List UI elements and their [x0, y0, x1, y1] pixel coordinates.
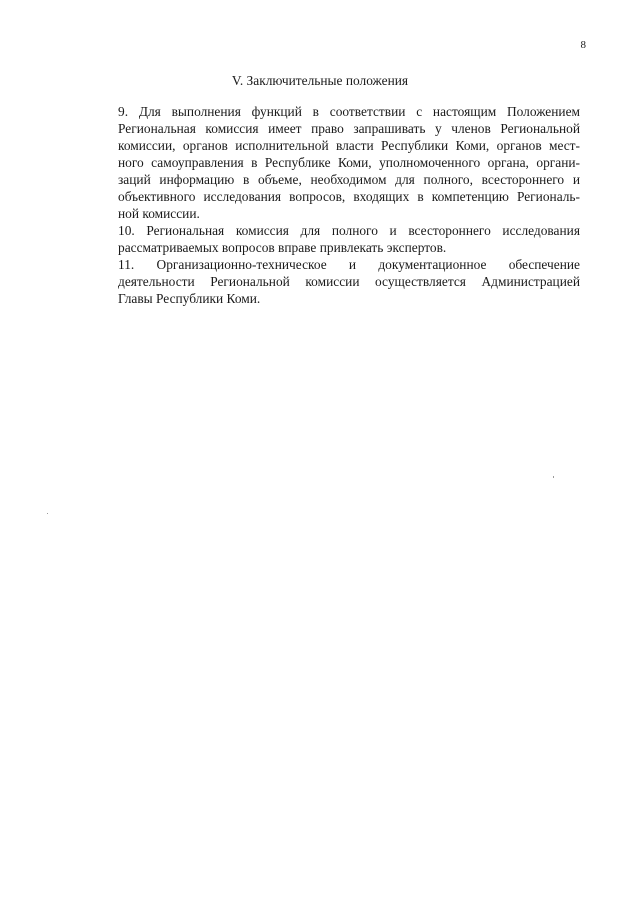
document-body [82, 103, 580, 307]
section-title: V. Заключительные положения [231, 73, 409, 88]
paragraph-9 [82, 103, 580, 222]
text-line: 11. Организационно-техническое и документационное обеспечение [118, 257, 580, 272]
paragraph-11 [82, 256, 580, 307]
text-line: Главы Республики Коми. [118, 291, 261, 306]
text-line: заций информацию в объеме, необходимом для полного, всестороннего и [118, 172, 580, 187]
paragraph-10 [82, 222, 580, 256]
scan-speck [47, 513, 48, 514]
scan-speck [553, 476, 554, 478]
page-number: 8 [580, 39, 586, 51]
text-line: деятельности Региональной комиссии осуществляется Администрацией [118, 274, 580, 289]
text-line: ного самоуправления в Республике Коми, уполномоченного органа, органи- [118, 155, 580, 170]
text-line: объективного исследования вопросов, входящих в компетенцию Региональ- [118, 189, 580, 204]
text-line: ной комиссии. [118, 206, 200, 221]
text-line: 10. Региональная комиссия для полного и всестороннего исследования [118, 223, 580, 238]
text-line: рассматриваемых вопросов вправе привлекать экспертов. [118, 240, 447, 255]
text-line: 9. Для выполнения функций в соответствии с настоящим Положением [118, 104, 580, 119]
text-line: комиссии, органов исполнительной власти Республики Коми, органов мест- [118, 138, 580, 153]
text-line: Региональная комиссия имеет право запрашивать у членов Региональной [118, 121, 580, 136]
